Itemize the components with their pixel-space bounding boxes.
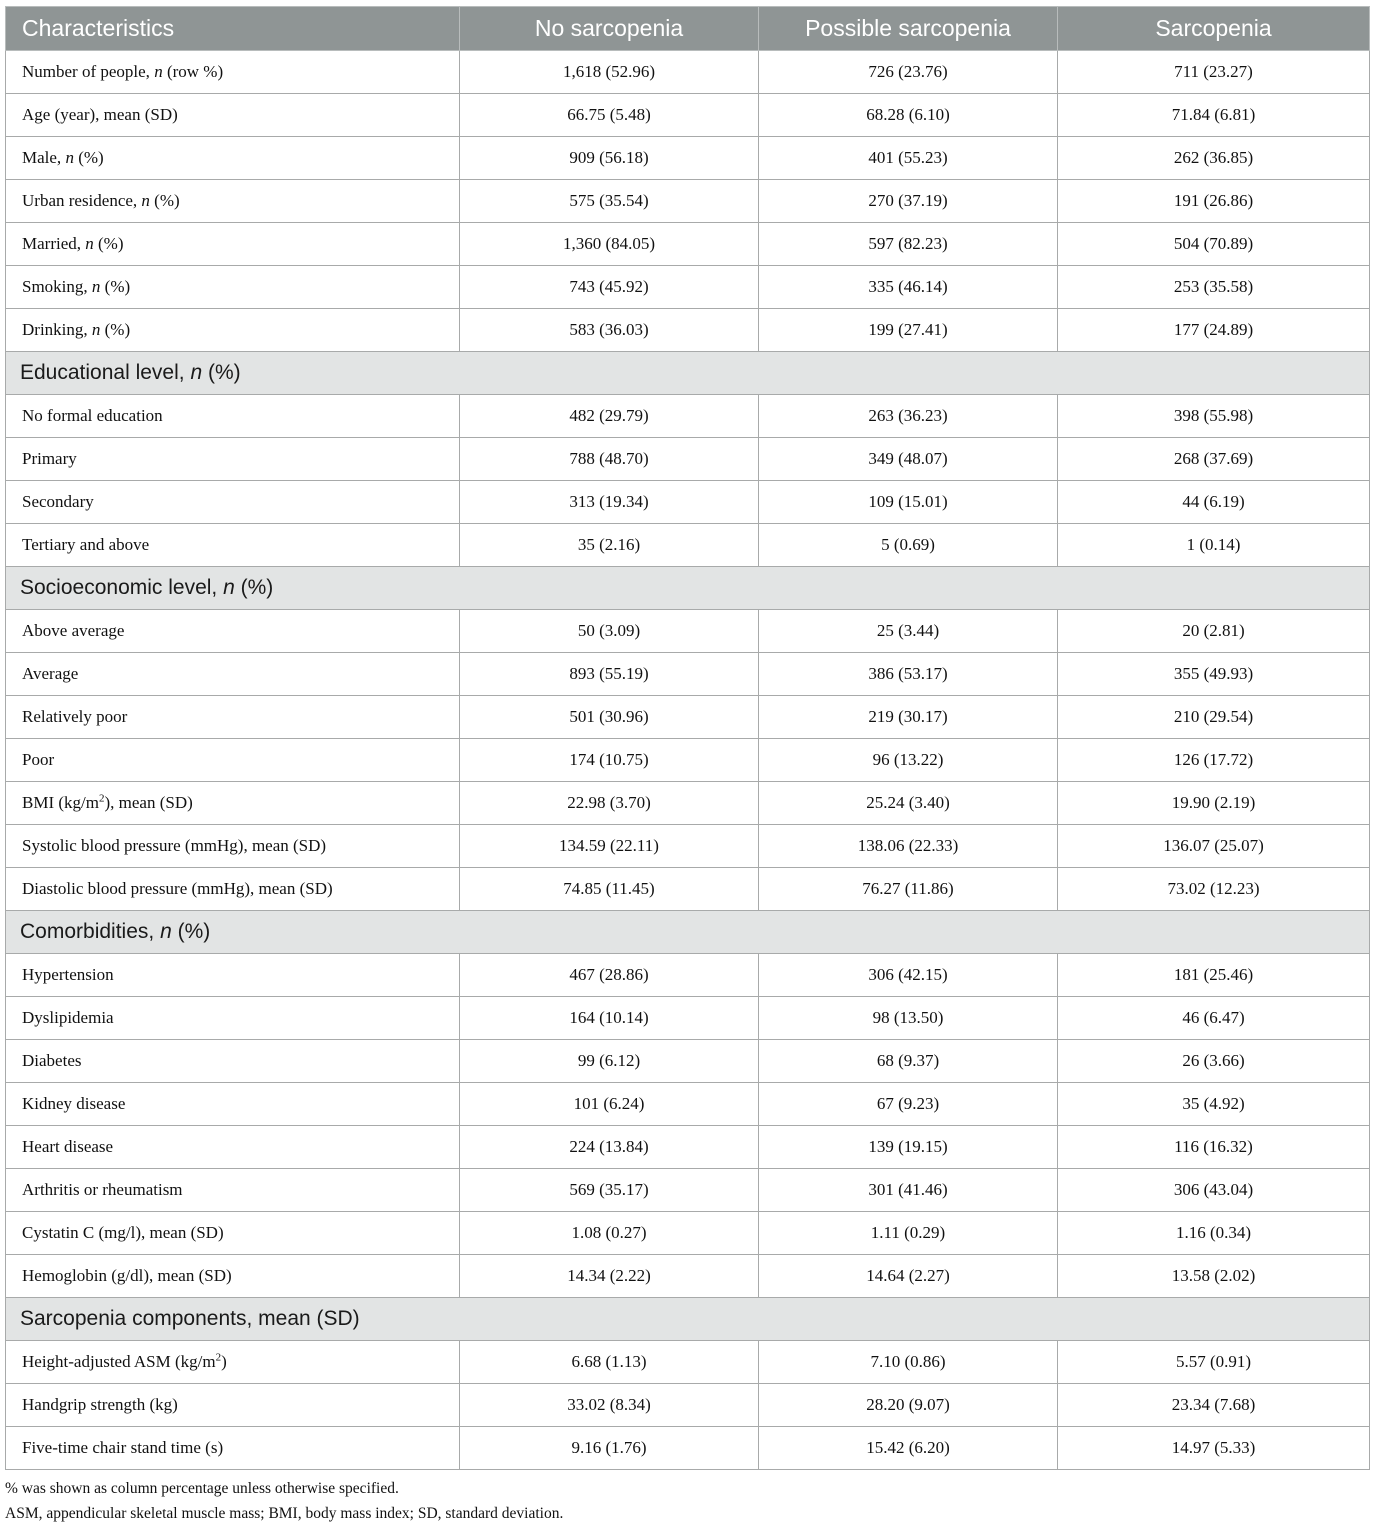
table-row: [6, 997, 1370, 1040]
cell-possible-sarcopenia: 15.42 (6.20): [759, 1427, 1058, 1470]
table-row: [6, 395, 1370, 438]
cell-sarcopenia: 210 (29.54): [1058, 696, 1370, 739]
cell-sarcopenia: 306 (43.04): [1058, 1169, 1370, 1212]
cell-sarcopenia: 126 (17.72): [1058, 739, 1370, 782]
cell-no-sarcopenia: 893 (55.19): [460, 653, 759, 696]
cell-sarcopenia: 262 (36.85): [1058, 137, 1370, 180]
cell-sarcopenia: 14.97 (5.33): [1058, 1427, 1370, 1470]
section-row-socioeconomic-level: [6, 567, 1370, 610]
cell-no-sarcopenia: 99 (6.12): [460, 1040, 759, 1083]
table-row: [6, 1212, 1370, 1255]
cell-possible-sarcopenia: 76.27 (11.86): [759, 868, 1058, 911]
cell-no-sarcopenia: 1,360 (84.05): [460, 223, 759, 266]
cell-sarcopenia: 398 (55.98): [1058, 395, 1370, 438]
cell-sarcopenia: 71.84 (6.81): [1058, 94, 1370, 137]
cell-no-sarcopenia: 174 (10.75): [460, 739, 759, 782]
section-row-sarcopenia-components: [6, 1298, 1370, 1341]
cell-possible-sarcopenia: 301 (41.46): [759, 1169, 1058, 1212]
cell-sarcopenia: 35 (4.92): [1058, 1083, 1370, 1126]
cell-possible-sarcopenia: 219 (30.17): [759, 696, 1058, 739]
cell-no-sarcopenia: 9.16 (1.76): [460, 1427, 759, 1470]
cell-possible-sarcopenia: 1.11 (0.29): [759, 1212, 1058, 1255]
cell-possible-sarcopenia: 199 (27.41): [759, 309, 1058, 352]
cell-possible-sarcopenia: 139 (19.15): [759, 1126, 1058, 1169]
cell-no-sarcopenia: 14.34 (2.22): [460, 1255, 759, 1298]
table-row: [6, 94, 1370, 137]
cell-possible-sarcopenia: 270 (37.19): [759, 180, 1058, 223]
cell-possible-sarcopenia: 349 (48.07): [759, 438, 1058, 481]
table-row: [6, 481, 1370, 524]
cell-possible-sarcopenia: 109 (15.01): [759, 481, 1058, 524]
cell-sarcopenia: 1.16 (0.34): [1058, 1212, 1370, 1255]
header-characteristics: Characteristics: [6, 7, 460, 51]
cell-no-sarcopenia: 575 (35.54): [460, 180, 759, 223]
row-label: Average: [6, 653, 460, 696]
cell-sarcopenia: 23.34 (7.68): [1058, 1384, 1370, 1427]
table-row: [6, 1083, 1370, 1126]
table-row: [6, 137, 1370, 180]
row-label: Relatively poor: [6, 696, 460, 739]
table-row: [6, 309, 1370, 352]
cell-sarcopenia: 46 (6.47): [1058, 997, 1370, 1040]
cell-sarcopenia: 20 (2.81): [1058, 610, 1370, 653]
table-row: [6, 782, 1370, 825]
header-possible-sarcopenia: Possible sarcopenia: [759, 7, 1058, 51]
table-row: [6, 266, 1370, 309]
row-label: Poor: [6, 739, 460, 782]
table-row: [6, 1169, 1370, 1212]
cell-no-sarcopenia: 50 (3.09): [460, 610, 759, 653]
row-label: Diastolic blood pressure (mmHg), mean (SD): [6, 868, 460, 911]
cell-possible-sarcopenia: 726 (23.76): [759, 51, 1058, 94]
table-row: [6, 1384, 1370, 1427]
table-row: [6, 696, 1370, 739]
table-row: [6, 438, 1370, 481]
section-row-comorbidities: [6, 911, 1370, 954]
cell-sarcopenia: 177 (24.89): [1058, 309, 1370, 352]
cell-no-sarcopenia: 909 (56.18): [460, 137, 759, 180]
cell-possible-sarcopenia: 597 (82.23): [759, 223, 1058, 266]
row-label: Above average: [6, 610, 460, 653]
cell-sarcopenia: 1 (0.14): [1058, 524, 1370, 567]
header-sarcopenia: Sarcopenia: [1058, 7, 1370, 51]
cell-no-sarcopenia: 467 (28.86): [460, 954, 759, 997]
cell-no-sarcopenia: 164 (10.14): [460, 997, 759, 1040]
row-label: Number of people, n (row %): [6, 51, 460, 94]
cell-sarcopenia: 13.58 (2.02): [1058, 1255, 1370, 1298]
row-label: Secondary: [6, 481, 460, 524]
cell-possible-sarcopenia: 386 (53.17): [759, 653, 1058, 696]
cell-possible-sarcopenia: 68 (9.37): [759, 1040, 1058, 1083]
section-row-educational-level: [6, 352, 1370, 395]
table-row: [6, 868, 1370, 911]
row-label: Height-adjusted ASM $(kg/m^2)$: [6, 1341, 460, 1384]
cell-sarcopenia: 355 (49.93): [1058, 653, 1370, 696]
table-row: [6, 653, 1370, 696]
cell-possible-sarcopenia: 25.24 (3.40): [759, 782, 1058, 825]
characteristics-table: [5, 6, 1370, 1470]
table-row: [6, 223, 1370, 266]
cell-no-sarcopenia: 1.08 (0.27): [460, 1212, 759, 1255]
row-label: Smoking, n (%): [6, 266, 460, 309]
table-row: [6, 524, 1370, 567]
cell-sarcopenia: 73.02 (12.23): [1058, 868, 1370, 911]
row-label: Married, n (%): [6, 223, 460, 266]
cell-no-sarcopenia: 35 (2.16): [460, 524, 759, 567]
cell-possible-sarcopenia: 28.20 (9.07): [759, 1384, 1058, 1427]
cell-no-sarcopenia: 101 (6.24): [460, 1083, 759, 1126]
cell-sarcopenia: 268 (37.69): [1058, 438, 1370, 481]
table-row: [6, 1126, 1370, 1169]
cell-no-sarcopenia: 583 (36.03): [460, 309, 759, 352]
table-row: [6, 610, 1370, 653]
cell-possible-sarcopenia: 7.10 (0.86): [759, 1341, 1058, 1384]
table-row: [6, 51, 1370, 94]
table-row: [6, 1341, 1370, 1384]
table-row: [6, 1040, 1370, 1083]
table-header-row: [6, 7, 1370, 51]
cell-no-sarcopenia: 501 (30.96): [460, 696, 759, 739]
row-label: Hemoglobin (g/dl), mean (SD): [6, 1255, 460, 1298]
cell-no-sarcopenia: 22.98 (3.70): [460, 782, 759, 825]
table-row: [6, 180, 1370, 223]
row-label: Tertiary and above: [6, 524, 460, 567]
cell-no-sarcopenia: 788 (48.70): [460, 438, 759, 481]
row-label: Male, n (%): [6, 137, 460, 180]
section-label: Comorbidities, n (%): [6, 911, 1370, 954]
row-label: Primary: [6, 438, 460, 481]
cell-sarcopenia: 5.57 (0.91): [1058, 1341, 1370, 1384]
table-row: [6, 1255, 1370, 1298]
cell-sarcopenia: 116 (16.32): [1058, 1126, 1370, 1169]
cell-no-sarcopenia: 743 (45.92): [460, 266, 759, 309]
cell-no-sarcopenia: 33.02 (8.34): [460, 1384, 759, 1427]
row-label: BMI $(kg/m^2)$, mean (SD): [6, 782, 460, 825]
cell-possible-sarcopenia: 14.64 (2.27): [759, 1255, 1058, 1298]
row-label: Arthritis or rheumatism: [6, 1169, 460, 1212]
footnote-percentage: % was shown as column percentage unless otherwise specified.: [5, 1480, 399, 1497]
cell-possible-sarcopenia: 5 (0.69): [759, 524, 1058, 567]
row-label: Cystatin C (mg/l), mean (SD): [6, 1212, 460, 1255]
cell-sarcopenia: 181 (25.46): [1058, 954, 1370, 997]
cell-sarcopenia: 711 (23.27): [1058, 51, 1370, 94]
header-no-sarcopenia: No sarcopenia: [460, 7, 759, 51]
row-label: Hypertension: [6, 954, 460, 997]
cell-no-sarcopenia: 224 (13.84): [460, 1126, 759, 1169]
cell-no-sarcopenia: 1,618 (52.96): [460, 51, 759, 94]
cell-no-sarcopenia: 6.68 (1.13): [460, 1341, 759, 1384]
cell-no-sarcopenia: 66.75 (5.48): [460, 94, 759, 137]
row-label: Urban residence, n (%): [6, 180, 460, 223]
cell-possible-sarcopenia: 25 (3.44): [759, 610, 1058, 653]
cell-sarcopenia: 504 (70.89): [1058, 223, 1370, 266]
cell-possible-sarcopenia: 401 (55.23): [759, 137, 1058, 180]
row-label: Drinking, n (%): [6, 309, 460, 352]
cell-no-sarcopenia: 134.59 (22.11): [460, 825, 759, 868]
cell-possible-sarcopenia: 263 (36.23): [759, 395, 1058, 438]
cell-possible-sarcopenia: 67 (9.23): [759, 1083, 1058, 1126]
row-label: Dyslipidemia: [6, 997, 460, 1040]
cell-possible-sarcopenia: 138.06 (22.33): [759, 825, 1058, 868]
row-label: Diabetes: [6, 1040, 460, 1083]
cell-sarcopenia: 19.90 (2.19): [1058, 782, 1370, 825]
row-label: Age (year), mean (SD): [6, 94, 460, 137]
cell-possible-sarcopenia: 335 (46.14): [759, 266, 1058, 309]
row-label: Kidney disease: [6, 1083, 460, 1126]
cell-sarcopenia: 26 (3.66): [1058, 1040, 1370, 1083]
table-row: [6, 954, 1370, 997]
section-label: Educational level, n (%): [6, 352, 1370, 395]
row-label: Systolic blood pressure (mmHg), mean (SD): [6, 825, 460, 868]
cell-possible-sarcopenia: 306 (42.15): [759, 954, 1058, 997]
cell-sarcopenia: 44 (6.19): [1058, 481, 1370, 524]
cell-no-sarcopenia: 313 (19.34): [460, 481, 759, 524]
cell-no-sarcopenia: 482 (29.79): [460, 395, 759, 438]
row-label: Five-time chair stand time (s): [6, 1427, 460, 1470]
cell-sarcopenia: 191 (26.86): [1058, 180, 1370, 223]
section-label: Socioeconomic level, n (%): [6, 567, 1370, 610]
cell-sarcopenia: 136.07 (25.07): [1058, 825, 1370, 868]
cell-possible-sarcopenia: 98 (13.50): [759, 997, 1058, 1040]
table-row: [6, 1427, 1370, 1470]
row-label: Handgrip strength (kg): [6, 1384, 460, 1427]
footnote-abbreviations: ASM, appendicular skeletal muscle mass; BMI, body mass index; SD, standard deviation.: [5, 1505, 564, 1522]
row-label: No formal education: [6, 395, 460, 438]
row-label: Heart disease: [6, 1126, 460, 1169]
cell-sarcopenia: 253 (35.58): [1058, 266, 1370, 309]
cell-no-sarcopenia: 569 (35.17): [460, 1169, 759, 1212]
cell-no-sarcopenia: 74.85 (11.45): [460, 868, 759, 911]
cell-possible-sarcopenia: 68.28 (6.10): [759, 94, 1058, 137]
section-label: Sarcopenia components, mean (SD): [6, 1298, 1370, 1341]
cell-possible-sarcopenia: 96 (13.22): [759, 739, 1058, 782]
table-row: [6, 739, 1370, 782]
table-row: [6, 825, 1370, 868]
